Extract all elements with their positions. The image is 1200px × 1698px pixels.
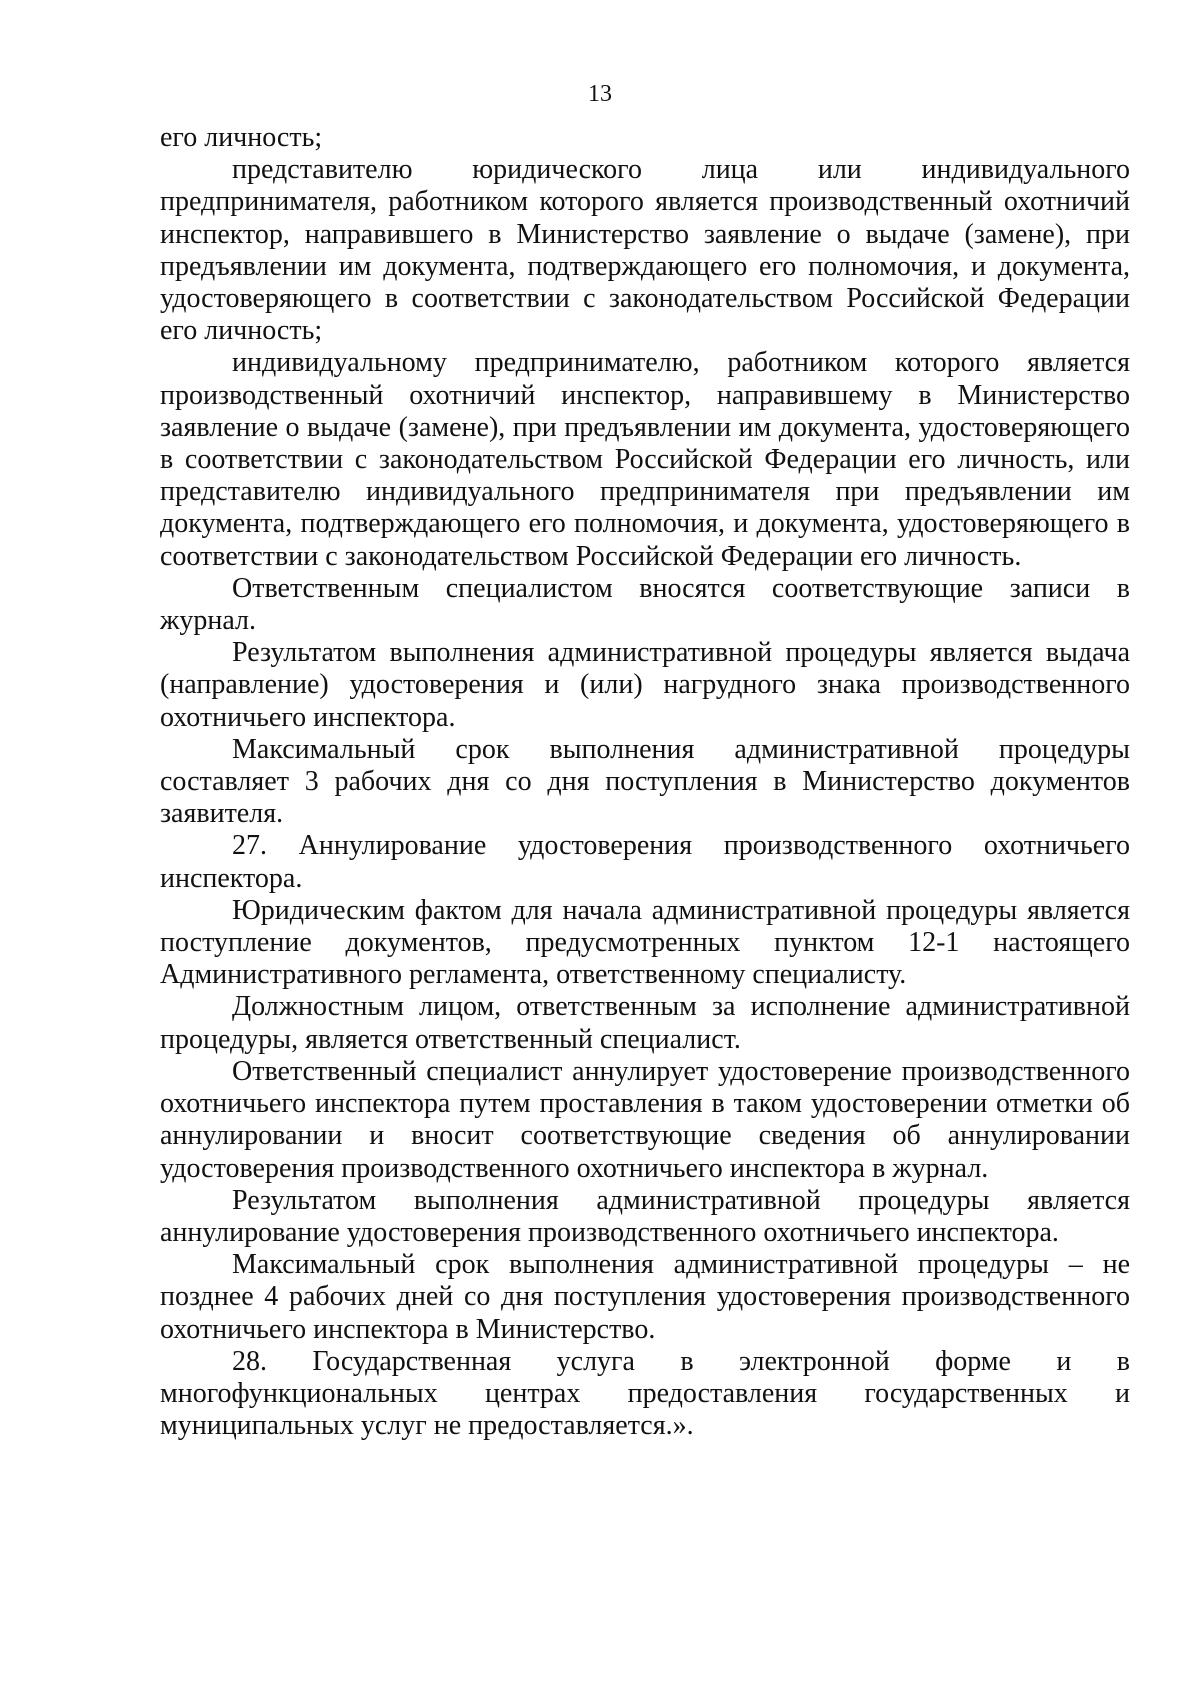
paragraph-12: Максимальный срок выполнения административной процедуры – не позднее 4 рабочих дней со дня поступления удостоверения производственного охотничьего инспектора в Министерство.	[160, 1249, 1130, 1345]
paragraph-7: 27. Аннулирование удостоверения производственного охотничьего инспектора.	[160, 830, 1130, 894]
paragraph-3: индивидуальному предпринимателю, работником которого является производственный охотничий инспектор, направившему в Министерство заявление о выдаче (замене), при предъявлении им документа, удостоверяющего в соответствии с законодательством Российской Федерации его личность, или представителю индивидуального предпринимателя при предъявлении им документа, подтверждающего его полномочия, и документа, удостоверяющего в соответствии с законодательством Российской Федерации его личность.	[160, 347, 1130, 572]
document-body	[160, 122, 1130, 1442]
paragraph-1: его личность;	[160, 122, 323, 153]
paragraph-2: представителю юридического лица или индивидуального предпринимателя, работником которого является производственный охотничий инспектор, направившего в Министерство заявление о выдаче (замене), при предъявлении им документа, подтверждающего его полномочия, и документа, удостоверяющего в соответствии с законодательством Российской Федерации его личность;	[160, 154, 1130, 347]
paragraph-4: Ответственным специалистом вносятся соответствующие записи в журнал.	[160, 572, 1130, 637]
paragraph-6: Максимальный срок выполнения административной процедуры составляет 3 рабочих дня со дня поступления в Министерство документов заявителя.	[160, 733, 1130, 830]
page-number: 13	[588, 81, 612, 107]
paragraph-13: 28. Государственная услуга в электронной форме и в многофункциональных центрах предоставления государственных и муниципальных услуг не предоставляется.».	[160, 1345, 1130, 1442]
paragraph-10: Ответственный специалист аннулирует удостоверение производственного охотничьего инспектора путем проставления в таком удостоверении отметки об аннулировании и вносит соответствующие сведения об аннулировании удостоверения производственного охотничьего инспектора в журнал.	[160, 1055, 1130, 1184]
paragraph-9: Должностным лицом, ответственным за исполнение административной процедуры, является ответственный специалист.	[160, 991, 1130, 1055]
paragraph-11: Результатом выполнения административной процедуры является аннулирование удостоверения производственного охотничьего инспектора.	[160, 1184, 1130, 1248]
paragraph-8: Юридическим фактом для начала административной процедуры является поступление документов, предусмотренных пунктом 12-1 настоящего Административного регламента, ответственному специалисту.	[160, 894, 1130, 991]
paragraph-5: Результатом выполнения административной процедуры является выдача (направление) удостоверения и (или) нагрудного знака производственного охотничьего инспектора.	[160, 637, 1130, 733]
